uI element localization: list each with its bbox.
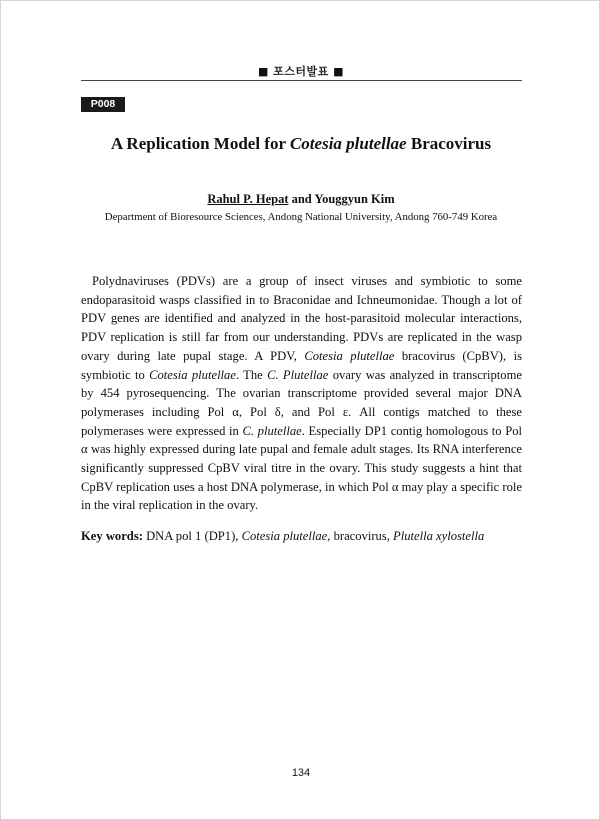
title-part-2: Bracovirus	[406, 134, 492, 153]
abstract-body	[81, 272, 522, 515]
affiliation: Department of Bioresource Sciences, Andong National University, Andong 760-749 Korea	[104, 211, 498, 223]
keyword-italic-1: Cotesia plutellae	[241, 529, 328, 543]
title-species: Cotesia plutellae	[289, 134, 407, 153]
poster-code-badge: P008	[81, 97, 125, 112]
abstract-text-1: Polydnaviruses (PDVs) are a group of insect viruses and symbiotic to some endoparasitoid wasps classified in to Braconidae and Ichneumonidae. Though a lot of PDV genes are identified and analyzed in the host-parasitoid molecular interactions, PDV replication is still far from our understanding. PDVs are replicated in the wasp ovary during late pupal stage. A PDV,	[81, 274, 522, 363]
keywords-label: Key words:	[81, 529, 143, 543]
abstract-text-2: bracovirus (CpBV), is symbiotic to	[81, 348, 523, 382]
co-author: Youggyun Kim	[314, 192, 395, 206]
keywords-text-1: DNA pol 1 (DP1),	[142, 529, 242, 543]
keyword-italic-2: Plutella xylostella	[393, 529, 485, 543]
abstract-italic-1: Cotesia plutellae	[304, 348, 395, 363]
abstract-text-5: . Especially DP1 contig homologous to Pol α was highly expressed during late pupal and female adult stages. Its RNA interference significantly suppressed CpBV viral titre in the ovary. This study suggests a hint that CpBV replication uses a host DNA polymerase, in which Pol α may play a specific role in the viral replication in the ovary.	[81, 423, 522, 513]
title-part-1: A Replication Model for	[110, 134, 290, 153]
page-number: 134	[291, 767, 311, 779]
keywords-line	[81, 527, 522, 545]
abstract-italic-4: C. plutellae	[242, 423, 302, 438]
abstract-text-3: . The	[235, 367, 268, 382]
paper-title	[61, 134, 541, 154]
abstract-italic-2: Cotesia plutellae	[149, 367, 236, 382]
author-connector: and	[288, 192, 315, 206]
abstract-text-4: ovary was analyzed in transcriptome by 454 pyrosequencing. The ovarian transcriptome provided several major DNA polymerases including Pol α, Pol δ, and Pol ε. All contigs matched to these polymerases were expressed in	[81, 367, 522, 438]
section-header: ■ 포스터발표 ■	[257, 65, 345, 78]
keywords-text-2: , bracovirus,	[327, 529, 394, 543]
header-divider	[81, 80, 522, 81]
presenting-author: Rahul P. Hepat	[207, 192, 289, 206]
abstract-italic-3: C. Plutellae	[267, 367, 329, 382]
author-line	[61, 192, 541, 207]
